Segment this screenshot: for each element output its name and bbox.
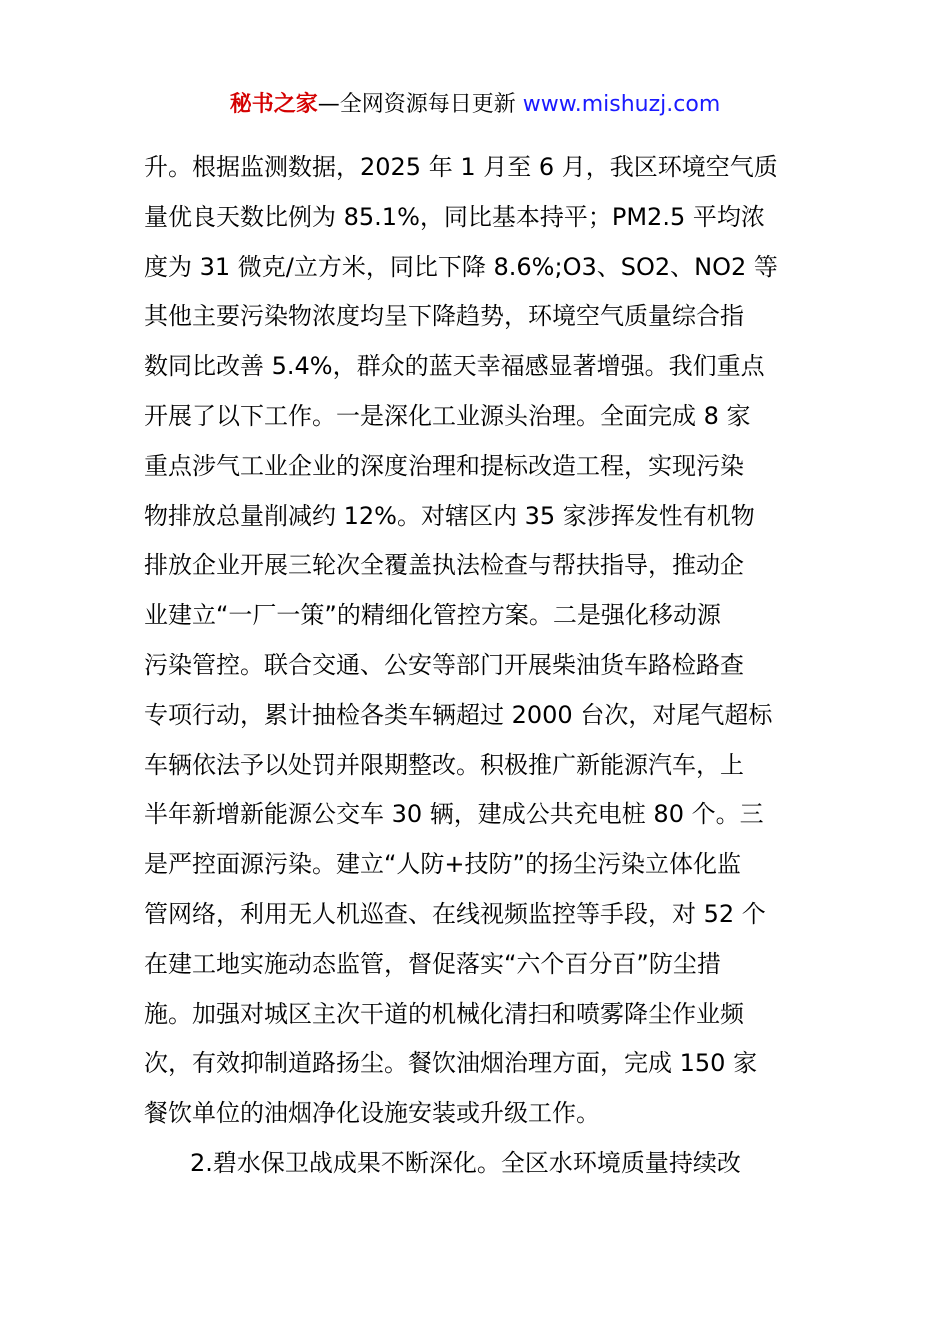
paragraph-heading: 2.碧水保卫战成果不断深化。全区水环境质量持续改 [190, 1148, 741, 1177]
site-brand: 秘书之家 [229, 92, 318, 117]
text-line: 餐饮单位的油烟净化设施安装或升级工作。 [144, 1099, 600, 1128]
text-line: 车辆依法予以处罚并限期整改。积极推广新能源汽车，上 [144, 750, 744, 779]
text-line: 污染管控。联合交通、公安等部门开展柴油货车路检路查 [144, 650, 744, 679]
text-line: 半年新增新能源公交车 30 辆，建成公共充电桩 80 个。三 [144, 800, 764, 829]
site-tagline: —全网资源每日更新 [317, 92, 523, 117]
text-line: 管网络，利用无人机巡查、在线视频监控等手段，对 52 个 [144, 899, 766, 928]
text-line: 施。加强对城区主次干道的机械化清扫和喷雾降尘作业频 [144, 999, 744, 1028]
text-line: 物排放总量削减约 12%。对辖区内 35 家涉挥发性有机物 [144, 501, 755, 530]
text-line: 开展了以下工作。一是深化工业源头治理。全面完成 8 家 [144, 401, 751, 430]
text-line: 专项行动，累计抽检各类车辆超过 2000 台次，对尾气超标 [144, 700, 773, 729]
text-line: 度为 31 微克/立方米，同比下降 8.6%;O3、SO2、NO2 等 [144, 252, 778, 281]
text-line: 次，有效抑制道路扬尘。餐饮油烟治理方面，完成 150 家 [144, 1049, 758, 1078]
text-line: 重点涉气工业企业的深度治理和提标改造工程，实现污染 [144, 451, 744, 480]
text-line: 业建立“一厂一策”的精细化管控方案。二是强化移动源 [144, 601, 721, 630]
text-line: 数同比改善 5.4%，群众的蓝天幸福感显著增强。我们重点 [144, 352, 765, 381]
text-line: 排放企业开展三轮次全覆盖执法检查与帮扶指导，推动企 [144, 551, 744, 580]
page-header [0, 88, 950, 122]
text-line: 在建工地实施动态监管，督促落实“六个百分百”防尘措 [144, 949, 721, 978]
text-line: 是严控面源污染。建立“人防+技防”的扬尘污染立体化监 [144, 850, 741, 879]
site-url-link[interactable]: www.mishuzj.com [522, 92, 721, 117]
text-line: 升。根据监测数据，2025 年 1 月至 6 月，我区环境空气质 [144, 153, 778, 181]
document-body [144, 143, 808, 1189]
text-line: 其他主要污染物浓度均呈下降趋势，环境空气质量综合指 [144, 302, 744, 331]
text-line: 量优良天数比例为 85.1%，同比基本持平；PM2.5 平均浓 [144, 202, 765, 231]
